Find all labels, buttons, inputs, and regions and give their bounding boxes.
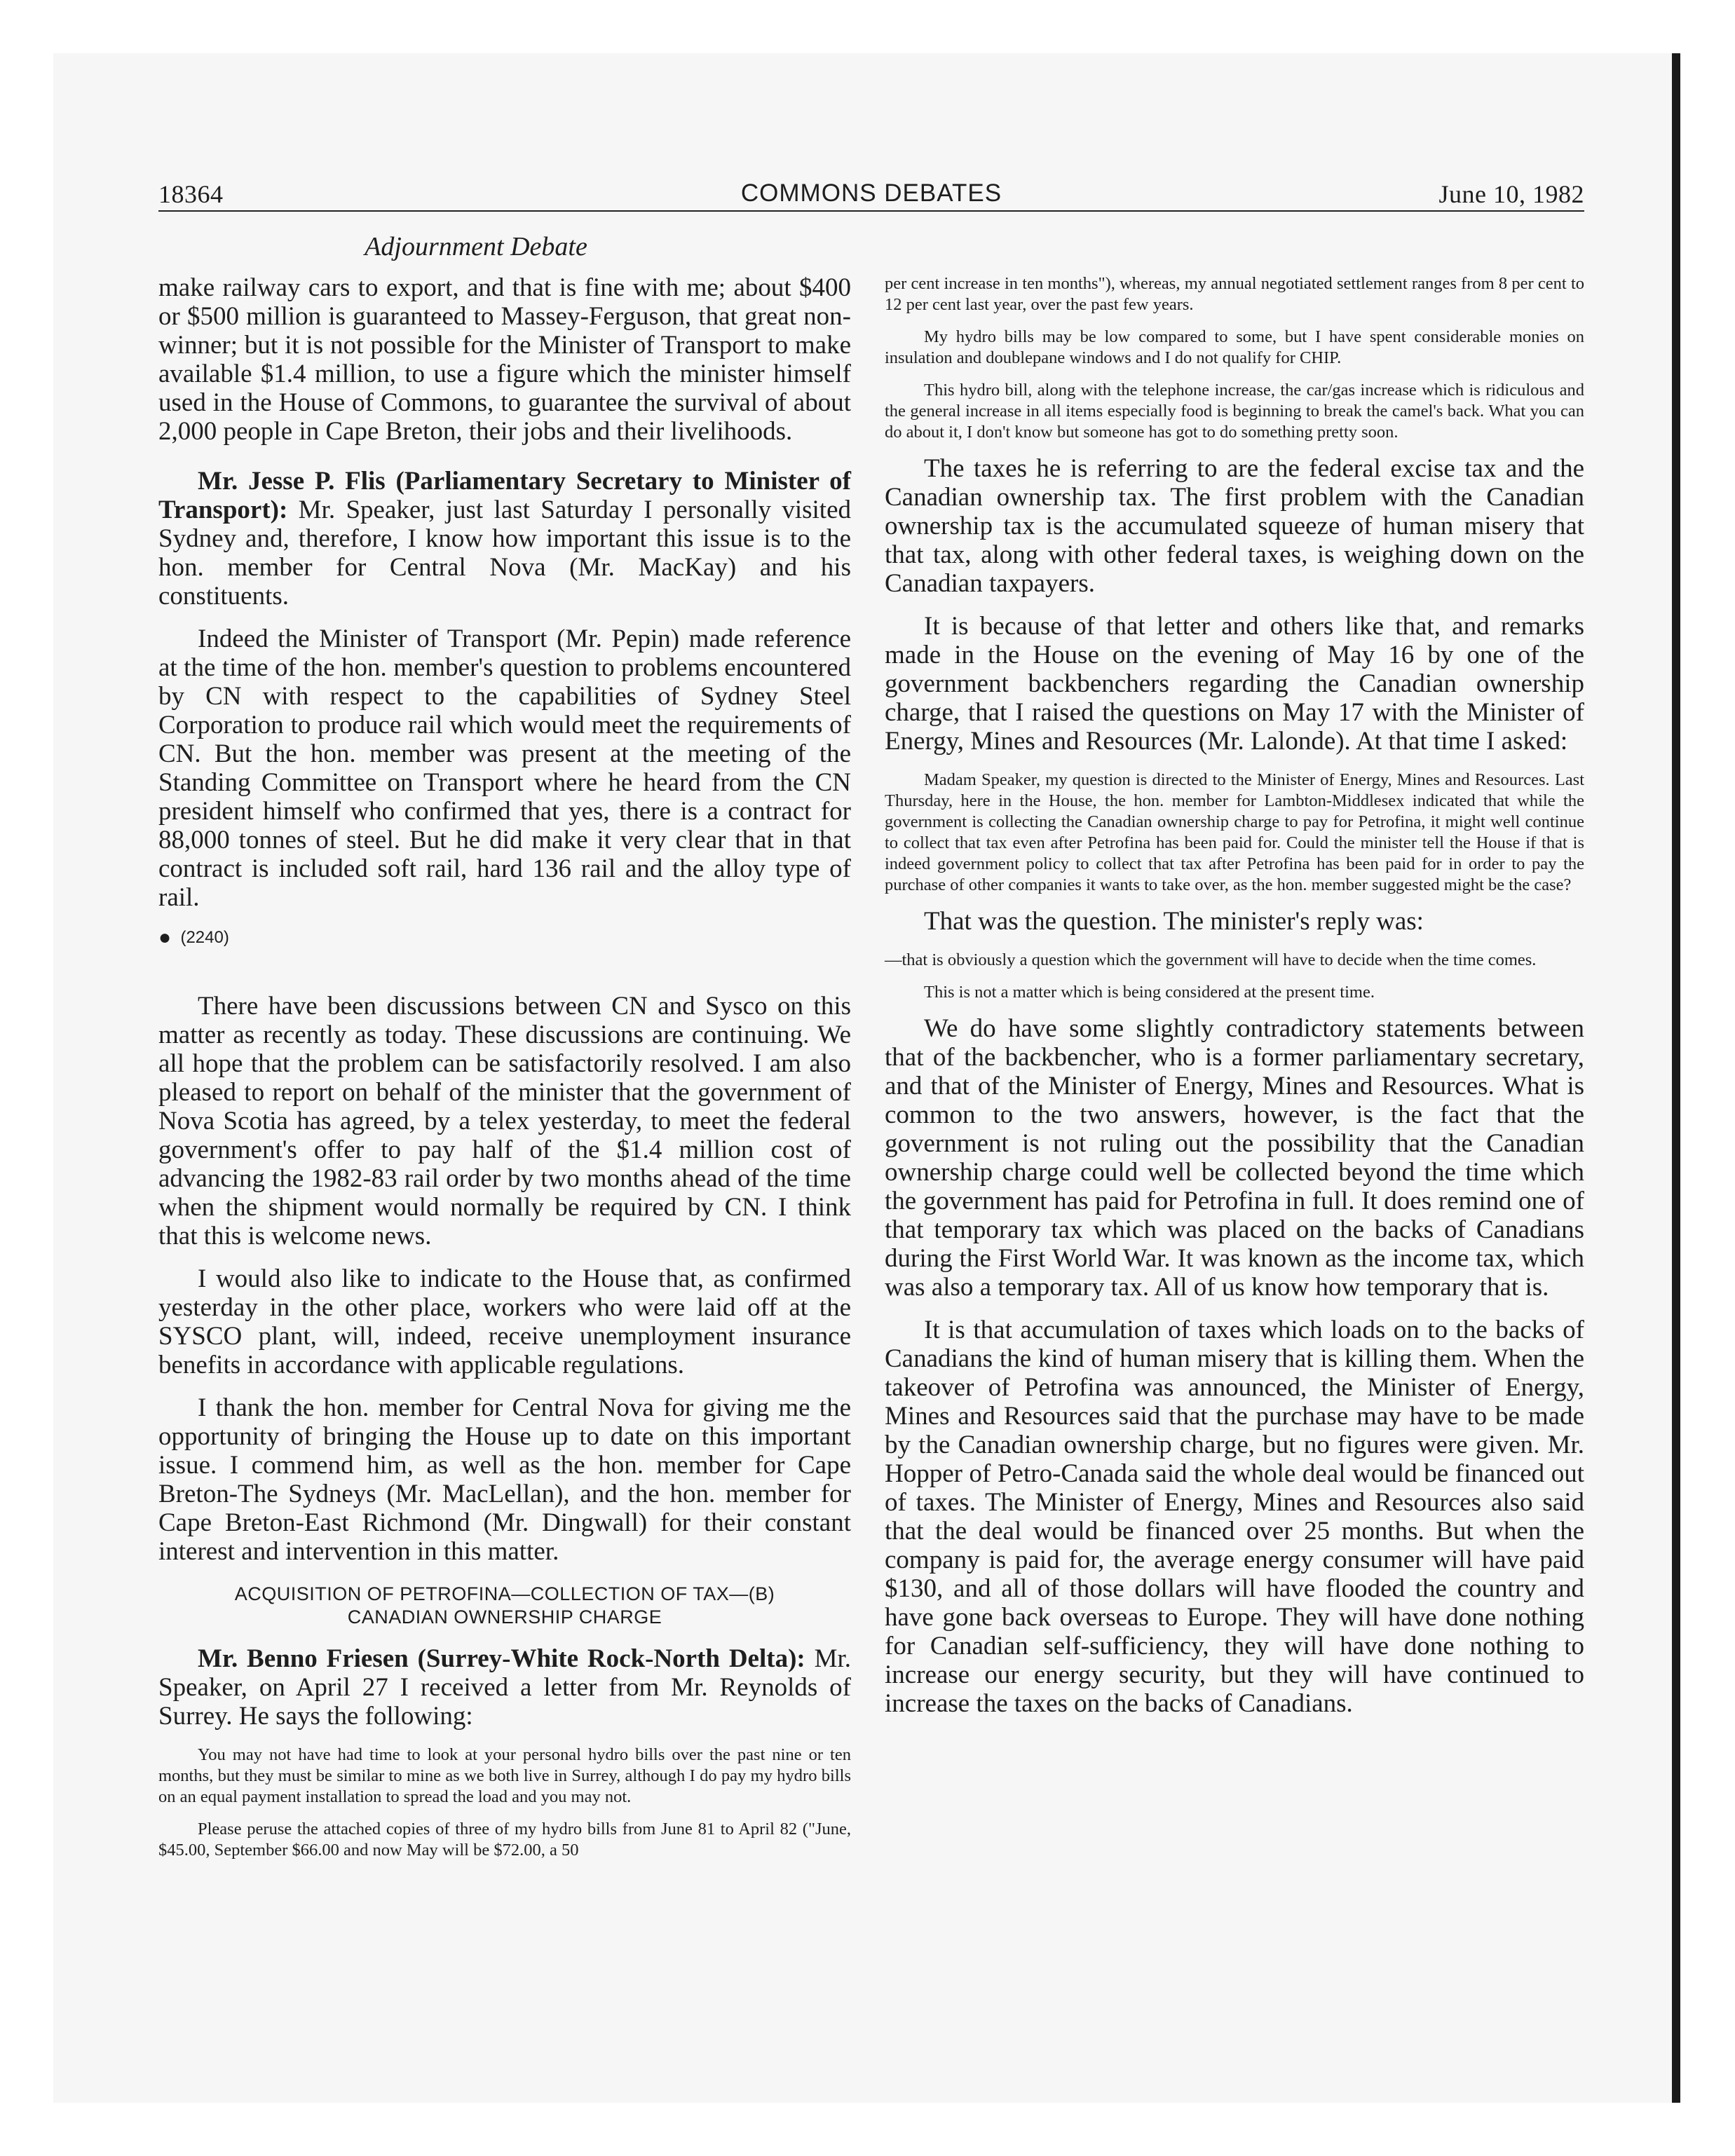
paragraph: It is because of that letter and others like that, and remarks made in the House on the evening of May 16 by one of the government backbenchers regarding the Canadian ownership charge, that I raised the questions on May 17 with the Minister of Energy, Mines and Resources (Mr. Lalonde). At that time I asked: — [885, 612, 1584, 756]
paragraph: The taxes he is referring to are the federal excise tax and the Canadian ownership tax. The first problem with the Canadian ownership tax is the accumulated squeeze of human misery that that tax, along with other federal taxes, is weighing down on the Canadian taxpayers. — [885, 454, 1584, 598]
quoted-letter: My hydro bills may be low compared to some, but I have spent considerable monies on insulation and doublepane windows and I do not qualify for CHIP. — [885, 327, 1584, 367]
right-column — [885, 273, 1584, 1732]
paragraph: make railway cars to export, and that is fine with me; about $400 or $500 million is guaranteed to Massey-Ferguson, that great non-winner; but it is not possible for the Minister of Transport to make available $1.4 million, to use a figure which the minister himself used in the House of Commons, to guarantee the survival of about 2,000 people in Cape Breton, their jobs and their livelihoods. — [158, 273, 851, 446]
quoted-letter: You may not have had time to look at your personal hydro bills over the past nine or ten months, but they must be similar to mine as we both live in Surrey, although I do pay my hydro bills on an equal payment installation to spread the load and you may not. — [158, 1745, 851, 1806]
time-marker-label: (2240) — [180, 928, 229, 947]
quoted-letter: per cent increase in ten months"), whereas, my annual negotiated settlement ranges from 8 per cent to 12 per cent last year, over the past few years. — [885, 274, 1584, 314]
quoted-reply: —that is obviously a question which the government will have to decide when the time comes. — [885, 950, 1537, 969]
speaker-name: Mr. Jesse P. Flis (Parliamentary Secretary to Minister of Transport): — [158, 467, 851, 524]
quoted-letter: Please peruse the attached copies of three of my hydro bills from June 81 to April 82 ("June, $45.00, September $66.00 and now May will be $72.00, a 50 — [158, 1820, 851, 1860]
paragraph: There have been discussions between CN and Sysco on this matter as recently as today. These discussions are continuing. We all hope that the problem can be satisfactorily resolved. I am also pleased to report on behalf of the minister that the government of Nova Scotia has agreed, by a telex yesterday, to meet the federal government's offer to pay half of the $1.4 million cost of advancing the 1982-83 rail order by two months ahead of the time when the shipment would normally be required by CN. I think that this is welcome news. — [158, 992, 851, 1250]
page-number: 18364 — [158, 180, 224, 208]
section-running-head: Adjournment Debate — [365, 232, 587, 261]
paragraph: That was the question. The minister's reply was: — [924, 907, 1424, 936]
page-date: June 10, 1982 — [1438, 180, 1584, 208]
paragraph: I thank the hon. member for Central Nova for giving me the opportunity of bringing the House up to date on this important issue. I commend him, as well as the hon. member for Cape Breton-The Sydneys (Mr. MacLellan), and the hon. member for Cape Breton-East Richmond (Mr. Dingwall) for their constant interest and intervention in this matter. — [158, 1393, 851, 1566]
speech-text: Mr. Speaker, just last Saturday I personally visited Sydney and, therefore, I know how important this issue is to the hon. member for Central Nova (Mr. MacKay) and his constituents. — [158, 496, 851, 610]
left-column — [158, 273, 851, 1872]
paragraph: It is that accumulation of taxes which loads on to the backs of Canadians the kind of human misery that is killing them. When the takeover of Petrofina was announced, the Minister of Energy, Mines and Resources said that the purchase may have to be made by the Canadian ownership charge, but no figures were given. Mr. Hopper of Petro-Canada said the whole deal would be financed out of taxes. The Minister of Energy, Mines and Resources also said that the deal would be financed over 25 months. But when the company is paid for, the average energy consumer will have paid $130, and all of those dollars will have flooded the country and have gone back overseas to Europe. They will have done nothing for Canadian self-sufficiency, they will have done nothing to increase our energy security, but they will have continued to increase the taxes on the backs of Canadians. — [885, 1316, 1584, 1718]
header-rule — [158, 210, 1584, 212]
scan-edge-bar — [1672, 53, 1680, 2103]
bullet-icon: ● — [158, 926, 172, 949]
speech-text: Mr. Speaker, on April 27 I received a letter from Mr. Reynolds of Surrey. He says the following: — [158, 1644, 851, 1731]
page-header — [158, 179, 1584, 214]
subheading-line: ACQUISITION OF PETROFINA—COLLECTION OF TAX—(B) — [234, 1583, 775, 1604]
section-subheading — [158, 1583, 851, 1629]
quoted-reply: This is not a matter which is being considered at the present time. — [924, 983, 1375, 1002]
paragraph: We do have some slightly contradictory statements between that of the backbencher, who is a former parliamentary secretary, and that of the Minister of Energy, Mines and Resources. What is common to the two answers, however, is the fact that the government is not ruling out the possibility that the Canadian ownership charge could well be collected beyond the time which the government has paid for Petrofina in full. It does remind one of that temporary tax which was placed on the backs of Canadians during the First World War. It was known as the income tax, which was also a temporary tax. All of us know how temporary that is. — [885, 1014, 1584, 1302]
paragraph — [158, 1644, 851, 1731]
paragraph: I would also like to indicate to the House that, as confirmed yesterday in the other place, workers who were laid off at the SYSCO plant, will, indeed, receive unemployment insurance benefits in accordance with applicable regulations. — [158, 1264, 851, 1379]
quoted-letter: This hydro bill, along with the telephone increase, the car/gas increase which is ridiculous and the general increase in all items especially food is beginning to break the camel's back. What you can do about it, I don't know but someone has got to do something pretty soon. — [885, 381, 1584, 442]
speaker-name: Mr. Benno Friesen (Surrey-White Rock-North Delta): — [198, 1644, 805, 1673]
quoted-question: Madam Speaker, my question is directed to the Minister of Energy, Mines and Resources. Last Thursday, here in the House, the hon. member for Lambton-Middlesex indicated that while the government is collecting the Canadian ownership charge to pay for Petrofina, it might well continue to collect that tax even after Petrofina has been paid for. Could the minister tell the House if that is indeed government policy to collect that tax after Petrofina has been paid for in order to pay the purchase of other companies it wants to take over, as the hon. member suggested might be the case? — [885, 770, 1584, 894]
time-marker — [158, 926, 851, 950]
paragraph — [158, 467, 851, 610]
paragraph: Indeed the Minister of Transport (Mr. Pepin) made reference at the time of the hon. member's question to problems encountered by CN with respect to the capabilities of Sydney Steel Corporation to produce rail which would meet the requirements of CN. But the hon. member was present at the meeting of the Standing Committee on Transport where he heard from the CN president himself who confirmed that yes, there is a contract for 88,000 tonnes of steel. But he did make it very clear that in that contract is included soft rail, hard 136 rail and the alloy type of rail. — [158, 625, 851, 912]
running-title: COMMONS DEBATES — [740, 179, 1002, 207]
subheading-line: CANADIAN OWNERSHIP CHARGE — [347, 1606, 662, 1628]
